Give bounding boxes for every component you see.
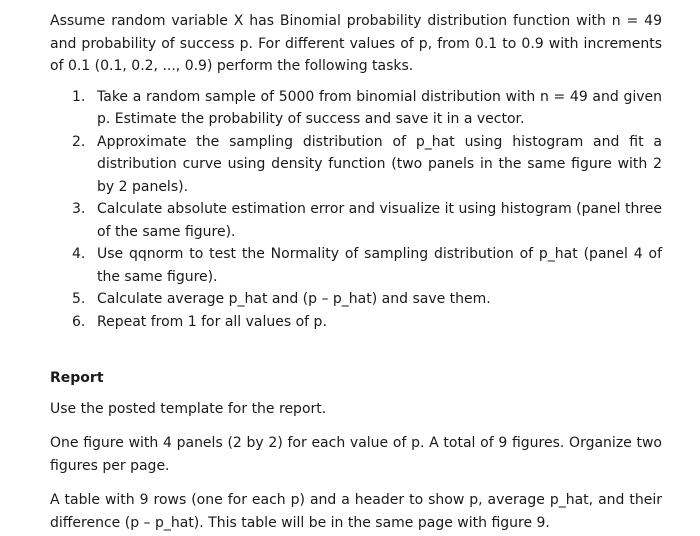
task-list — [50, 86, 662, 334]
task-item-1 — [50, 86, 662, 131]
task-number: 6. — [72, 313, 86, 330]
task-text: Use qqnorm to test the Normality of sampling distribution of p_hat (panel 4 of the same figure). — [97, 246, 662, 285]
task-number: 4. — [72, 246, 86, 262]
task-text: Take a random sample of 5000 from binomial distribution with n = 49 and given p. Estimate the probability of success and save it in a vector. — [97, 88, 662, 127]
intro-paragraph: Assume random variable X has Binomial probability distribution function with n = 49 and probability of success p. For different values of p, from 0.1 to 0.9 with increments of 0.1 (0.1, 0.2, ..., 0.9) perform the following tasks. — [50, 13, 662, 74]
report-paragraph-figures: One figure with 4 panels (2 by 2) for each value of p. A total of 9 figures. Organize two figures per page. — [50, 435, 662, 474]
task-number: 5. — [72, 291, 86, 307]
report-paragraph-template: Use the posted template for the report. — [50, 400, 327, 417]
report-heading: Report — [50, 370, 104, 386]
task-number: 1. — [72, 88, 86, 105]
document-page — [50, 10, 662, 534]
task-text: Approximate the sampling distribution of p_hat using histogram and fit a distribution curve using density function (two panels in the same figure with 2 by 2 panels). — [97, 133, 662, 195]
task-item-3 — [50, 198, 662, 243]
report-section — [50, 367, 662, 534]
task-text: Calculate absolute estimation error and visualize it using histogram (panel three of the same figure). — [97, 201, 662, 240]
report-paragraph-table: A table with 9 rows (one for each p) and a header to show p, average p_hat, and their difference (p – p_hat). This table will be in the same page with figure 9. — [50, 492, 662, 531]
task-number: 2. — [72, 133, 86, 150]
task-text: Repeat from 1 for all values of p. — [97, 313, 327, 330]
task-item-5 — [50, 288, 662, 311]
task-item-6 — [50, 311, 662, 334]
task-item-4 — [50, 243, 662, 288]
task-item-2 — [50, 131, 662, 199]
task-text: Calculate average p_hat and (p – p_hat) and save them. — [97, 291, 491, 307]
task-number: 3. — [72, 201, 86, 217]
